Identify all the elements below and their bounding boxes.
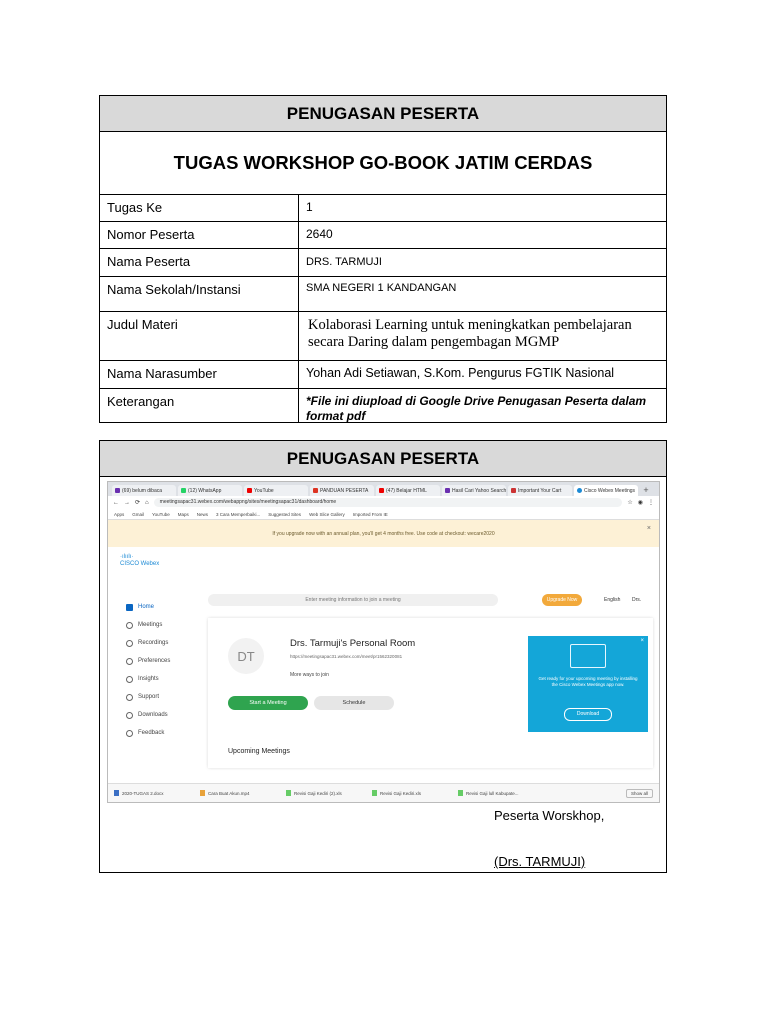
monitor-icon bbox=[570, 644, 606, 668]
row-label: Nomor Peserta bbox=[100, 222, 299, 248]
browser-tab-bar bbox=[108, 482, 659, 496]
room-link: https://meetingsapac31.webex.com/meet/pr1562320081 bbox=[290, 654, 403, 659]
join-meeting-search: Enter meeting information to join a meeting bbox=[208, 594, 498, 606]
download-item bbox=[200, 790, 280, 796]
download-promo bbox=[528, 636, 648, 732]
browser-tab bbox=[112, 485, 176, 496]
download-item bbox=[372, 790, 452, 796]
logo-bars: ·ılıılı· bbox=[120, 554, 134, 560]
yahoo-icon bbox=[445, 488, 450, 493]
sidebar-item-label: Home bbox=[138, 604, 155, 610]
doc-file-icon bbox=[114, 790, 119, 796]
room-name: Drs. Tarmuji's Personal Room bbox=[290, 638, 416, 649]
browser-tab bbox=[178, 485, 242, 496]
sidebar-item-label: Insights bbox=[138, 676, 159, 682]
download-item bbox=[286, 790, 366, 796]
browser-tab bbox=[442, 485, 506, 496]
table-row bbox=[100, 222, 666, 249]
tab-label: Cisco Webex Meetings bbox=[584, 487, 636, 494]
forward-arrow-icon: → bbox=[124, 499, 130, 506]
promo-text: Get ready for your upcoming meeting by installing the Cisco Webex Meetings app now. bbox=[538, 676, 638, 687]
sidebar-item-downloads bbox=[120, 706, 200, 724]
reload-icon: ⟳ bbox=[135, 500, 141, 506]
screenshot-table bbox=[99, 440, 667, 873]
banner-text: If you upgrade now with an annual plan, you'll get 4 months free. Use code at checkout: wecare2020 bbox=[272, 530, 495, 537]
extensions-icon: ◉ bbox=[637, 500, 643, 506]
yahoo-mail-icon bbox=[115, 488, 120, 493]
upgrade-now-button: Upgrade Now bbox=[542, 594, 582, 606]
back-arrow-icon: ← bbox=[113, 499, 119, 506]
assignment-table bbox=[99, 95, 667, 423]
table-row bbox=[100, 195, 666, 222]
row-value: DRS. TARMUJI bbox=[306, 256, 382, 268]
tab-label: (47) Belajar HTML bbox=[386, 487, 427, 494]
download-filename: Cara Buat Akun.mp4 bbox=[208, 790, 250, 796]
row-label: Nama Sekolah/Instansi bbox=[100, 277, 299, 311]
home-icon bbox=[126, 604, 133, 611]
language-selector: English bbox=[604, 597, 621, 603]
calendar-icon bbox=[126, 622, 133, 629]
gmail-icon bbox=[511, 488, 516, 493]
signature-caption: Peserta Worskhop, bbox=[494, 808, 605, 823]
tab-label: Important Your Cart bbox=[518, 487, 562, 494]
sidebar-item-label: Feedback bbox=[138, 730, 165, 736]
sidebar-item-meetings bbox=[120, 616, 200, 634]
workshop-title: TUGAS WORKSHOP GO-BOOK JATIM CERDAS bbox=[100, 132, 666, 195]
downloads-bar bbox=[108, 783, 659, 802]
webex-app bbox=[108, 584, 659, 772]
webex-logo bbox=[108, 547, 659, 575]
download-item bbox=[114, 790, 194, 796]
bookmark-item: Suggested Sites bbox=[268, 511, 302, 517]
help-icon bbox=[126, 694, 133, 701]
bookmark-item: Gmail bbox=[132, 511, 145, 517]
row-label: Keterangan bbox=[100, 389, 299, 422]
browser-tab bbox=[244, 485, 308, 496]
feedback-icon bbox=[126, 730, 133, 737]
row-value: Yohan Adi Setiawan, S.Kom. Pengurus FGTIK Nasional bbox=[306, 366, 615, 380]
webex-sidebar bbox=[120, 598, 200, 742]
sidebar-item-label: Support bbox=[138, 694, 160, 700]
bookmark-item: Maps bbox=[177, 511, 189, 517]
schedule-button: Schedule bbox=[314, 696, 394, 710]
bookmark-item: Web Slice Gallery bbox=[309, 511, 345, 517]
close-icon: × bbox=[640, 638, 644, 644]
sidebar-item-preferences bbox=[120, 652, 200, 670]
bookmark-item: Apps bbox=[114, 511, 125, 517]
table-row bbox=[100, 277, 666, 312]
sidebar-item-label: Preferences bbox=[138, 658, 171, 664]
personal-room-card bbox=[208, 618, 653, 768]
signature-name: (Drs. TARMUJI) bbox=[494, 854, 586, 869]
chart-icon bbox=[126, 676, 133, 683]
download-filename: Revisi Gaji Kediri (2).xls bbox=[294, 790, 342, 796]
more-ways-link: More ways to join bbox=[290, 672, 329, 678]
sheet-file-icon bbox=[458, 790, 463, 796]
row-value: Kolaborasi Learning untuk meningkatkan pembelajaran secara Daring dalam pengembagan MGMP bbox=[308, 317, 632, 350]
browser-tab bbox=[508, 485, 572, 496]
table-row bbox=[100, 361, 666, 389]
sidebar-item-recordings bbox=[120, 634, 200, 652]
row-value: 1 bbox=[306, 200, 313, 214]
url-field: meetingsapac31.webex.com/webappng/sites/meetingsapac31/dashboard/home bbox=[154, 498, 623, 507]
upcoming-meetings-heading: Upcoming Meetings bbox=[228, 748, 290, 755]
sidebar-item-feedback bbox=[120, 724, 200, 742]
table-row bbox=[100, 249, 666, 277]
tab-label: Hasil Cari Yahoo Search bbox=[452, 487, 506, 494]
menu-icon: ⋮ bbox=[648, 500, 654, 506]
sidebar-item-label: Meetings bbox=[138, 622, 163, 628]
bookmark-item: 3 Cara Memperbaiki... bbox=[216, 511, 261, 517]
table-header: PENUGASAN PESERTA bbox=[100, 441, 666, 477]
tab-label: (69) belum dibaca bbox=[122, 487, 163, 494]
close-icon: × bbox=[646, 525, 651, 532]
tab-label: PANDUAN PESERTA bbox=[320, 487, 369, 494]
video-file-icon bbox=[200, 790, 205, 796]
browser-tab bbox=[310, 485, 374, 496]
home-icon: ⌂ bbox=[145, 499, 149, 506]
row-value: 2640 bbox=[306, 227, 333, 241]
download-button: Download bbox=[564, 708, 612, 721]
bookmark-item: News bbox=[196, 511, 208, 517]
row-label: Nama Narasumber bbox=[100, 361, 299, 388]
youtube-icon bbox=[247, 488, 252, 493]
star-icon: ☆ bbox=[627, 500, 633, 506]
sidebar-item-support bbox=[120, 688, 200, 706]
sheet-file-icon bbox=[372, 790, 377, 796]
youtube-icon bbox=[379, 488, 384, 493]
user-menu: Drs. bbox=[632, 597, 642, 603]
browser-tab bbox=[376, 485, 440, 496]
row-label: Judul Materi bbox=[100, 312, 299, 360]
logo-text: CISCO Webex bbox=[120, 561, 160, 567]
row-label: Nama Peserta bbox=[100, 249, 299, 276]
address-bar-row bbox=[108, 496, 659, 509]
sidebar-item-label: Recordings bbox=[138, 640, 169, 646]
download-filename: 2020-TUGAS 2.docx bbox=[122, 790, 164, 796]
gear-icon bbox=[126, 658, 133, 665]
download-filename: Revisi Gaji lull Kabupate... bbox=[466, 790, 519, 796]
pdf-icon bbox=[313, 488, 318, 493]
show-all-button: Show all bbox=[626, 789, 653, 798]
download-item bbox=[458, 790, 538, 796]
sidebar-item-home bbox=[120, 598, 200, 616]
tab-label: YouTube bbox=[254, 487, 274, 494]
webex-icon bbox=[577, 488, 582, 493]
new-tab-icon: + bbox=[643, 485, 649, 495]
download-filename: Revisi Gaji Kediri.xls bbox=[380, 790, 422, 796]
download-icon bbox=[126, 712, 133, 719]
upgrade-banner bbox=[108, 520, 659, 547]
table-row bbox=[100, 389, 666, 422]
row-value: SMA NEGERI 1 KANDANGAN bbox=[306, 282, 457, 294]
browser-tab-active bbox=[574, 485, 638, 496]
table-row bbox=[100, 312, 666, 361]
sidebar-item-label: Downloads bbox=[138, 712, 168, 718]
webex-screenshot bbox=[107, 481, 660, 803]
bookmarks-bar bbox=[108, 509, 659, 520]
table-header: PENUGASAN PESERTA bbox=[100, 96, 666, 132]
whatsapp-icon bbox=[181, 488, 186, 493]
row-value: *File ini diupload di Google Drive Penugasan Peserta dalam format pdf bbox=[306, 394, 647, 423]
tab-label: (12) WhatsApp bbox=[188, 487, 222, 494]
sheet-file-icon bbox=[286, 790, 291, 796]
start-meeting-button: Start a Meeting bbox=[228, 696, 308, 710]
avatar: DT bbox=[228, 638, 264, 674]
record-icon bbox=[126, 640, 133, 647]
bookmark-item: YouTube bbox=[152, 511, 170, 517]
sidebar-item-insights bbox=[120, 670, 200, 688]
row-label: Tugas Ke bbox=[100, 195, 299, 221]
bookmark-item: Imported From IE bbox=[352, 511, 388, 517]
